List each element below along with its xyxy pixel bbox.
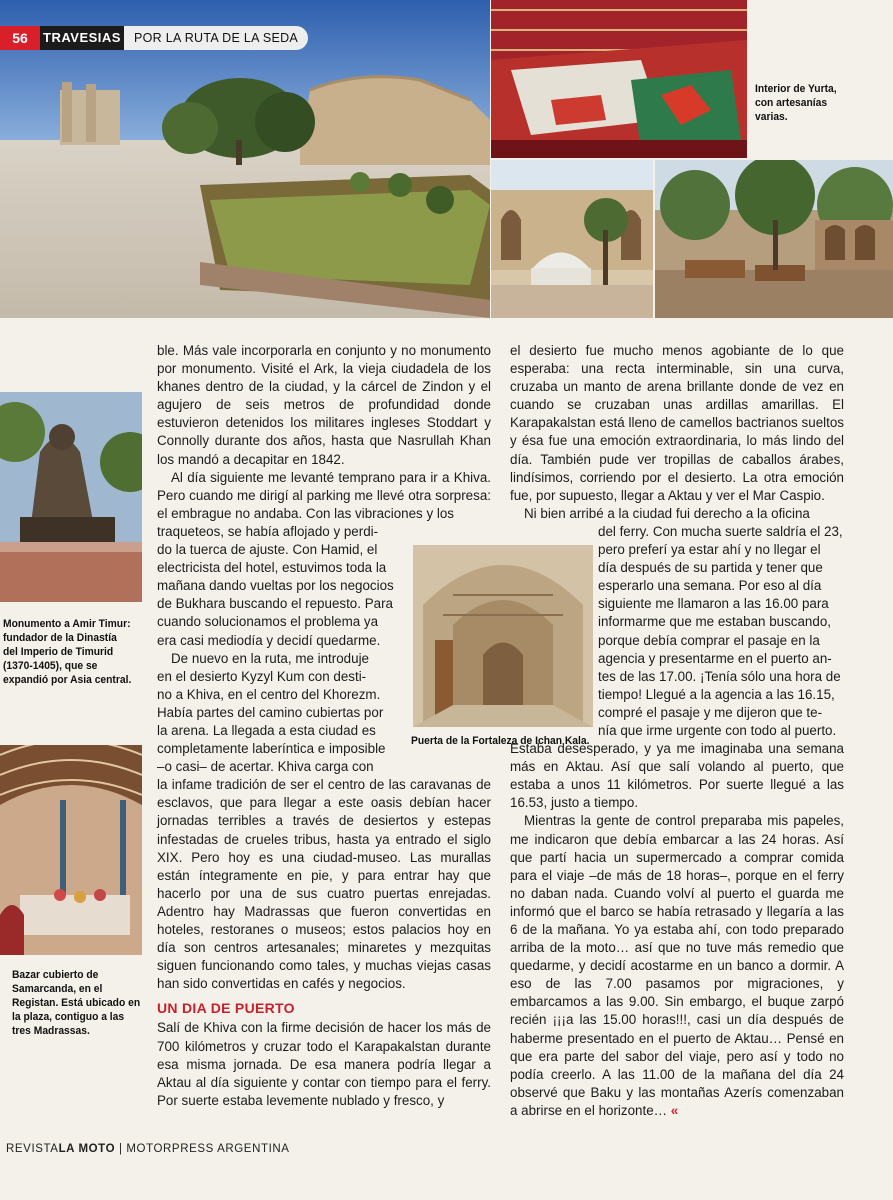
paragraph: Salí de Khiva con la firme decisión de hacer los más de 700 kilómetros y cruzar todo el Karapakalstan durante esa misma jornada. De esa manera podría llegar a Aktau al día siguiente y contar con tiempo para el ferry. Por suerte estaba levemente nublado y fresco, y <box>157 1020 491 1108</box>
paragraph: el desierto fue mucho menos agobiante de lo que esperaba: una recta interminable, sin una curva, cruzaba un manto de arena brillante donde de vez en cuando se cruzaban unas ardillas amarillas. El Karapakalstan está lleno de camellos bactrianos sueltos y ésa fue una emoción extraordinaria, lo más lindo del día. También pude ver tropillas de caballos árabes, lindísimos, corriendo por el desierto. La otra emoción fue, por supuesto, llegar a Aktau y ver el Mar Caspio. <box>510 343 844 503</box>
page-header <box>0 26 310 50</box>
teahouse-photo <box>655 160 893 318</box>
caption-bazar: Bazar cubierto de Samarcanda, en el Registan. Está ubicado en la plaza, contiguo a las tres Madrassas. <box>12 969 141 1037</box>
paragraph: Ni bien arribé a la ciudad fui derecho a la oficina <box>524 505 810 521</box>
footer-separator: | <box>118 1143 123 1155</box>
article-series-title: POR LA RUTA DE LA SEDA <box>124 26 308 50</box>
caption-ichan-kala: Puerta de la Fortaleza de Ichan Kala. <box>411 735 590 747</box>
paragraph-narrow-wrap: del ferry. Con mucha suerte saldría el 23, pero preferí ya estar ahí y no llegar el día después de su partida y tener que esperarlo una semana. Por eso al día siguiente me llamaron a las 16.00 para informarme que me estaban buscando, porque debía comprar el pasaje en la agencia y presentarme en el puerto an- tes de las 17.00. ¡Tenía sólo una hora de tiempo! Llegué a la agencia a las 16.15, compré el pasaje y me dijeron que te- nía que irme urgente con todo al puerto. <box>598 523 843 738</box>
paragraph-narrow-wrap: traqueteos, se había aflojado y perdi- do la tuerca de ajuste. Con Hamid, el electricista del hotel, estuvimos toda la mañana dando vueltas por los negocios de Bukhara buscando el repuesto. Para cuando solucionamos el problema ya era casi mediodía y decidí quedarme. De nuevo en la ruta, me introduje en el desierto Kyzyl Kum con desti- no a Khiva, en el centro del Khorezm. Había partes del camino cubiertas por la arena. La llegada a esta ciudad es completamente laberíntica e imposible –o casi– de acertar. Khiva carga con <box>157 523 394 775</box>
page-number: 56 <box>0 26 40 50</box>
paragraph: Al día siguiente me levanté temprano para ir a Khiva. Pero cuando me dirigí al parking me llevé otra sorpresa: el embrague no andaba. Con las vibraciones y los <box>157 469 491 521</box>
section-label: TRAVESIAS <box>40 26 124 50</box>
paragraph: Mientras la gente de control preparaba mis papeles, me indicaron que debía embarcar a las 24 horas. Así que partí hacia un supermercado a comprar comida para el viaje –de más de 18 horas–, porque en el ferry no daban nada. Cuando volví al puerto el guarda me informó que el barco se había retrasado y llegaría a las 6 de la mañana. Yo ya estaba ahí, con todo preparado arriba de la moto… así que no tuve más remedio que quedarme, y decidí acostarme en un banco a dormir. A eso de las 7.00 pasamos por migraciones, y embarcamos a las 9.00. Sin embargo, el buque zarpó recién ¡¡¡a las 15.00 horas!!!, casi un día después de haberme presentado en el puerto de Aktau… Pensé en que era parte del sabor del viaje, pero así y todo no podía creerlo. A las 11.00 de la mañana del día 24 observé que Baku y las montañas Azerís comenzaban a abrirse en el horizonte… « <box>510 813 844 1118</box>
article-column-1 <box>157 342 491 1110</box>
section-subheading: UN DIA DE PUERTO <box>157 1000 295 1017</box>
page-footer <box>6 1143 290 1155</box>
magazine-prefix: REVISTA <box>6 1143 59 1155</box>
caption-amir-timur: Monumento a Amir Timur: fundador de la Dinastía del Imperio de Timurid (1370-1405), que se expandió por Asia central. <box>3 618 132 686</box>
paragraph: ble. Más vale incorporarla en conjunto y no monumento por monumento. Visité el Ark, la vieja ciudadela de los khanes dentro de la ciudad, y la cárcel de Zindon y el agujero de seis metros de profundidad donde estuvieron detenidos los militares ingleses Stoddart y Connolly durante dos años, hasta que Nasrullah Khan los mandó a decapitar en 1842. <box>157 343 491 467</box>
amir-timur-monument-photo <box>0 392 142 602</box>
paragraph: la infame tradición de ser el centro de las caravanas de esclavos, que para llegar a este oasis debían hacer jornadas terribles a través de desiertos y estepas infestadas de crueles tribus, hasta ya entrado el siglo XIX. Pero hoy es una ciudad-museo. Las murallas están íntegramente en pie, y para entrar hay que hacerlo por una de sus cuatro puertas enrejadas. Adentro hay Madrassas que fueron convertidas en hoteles, restoranes o museos; estos palacios hoy en día son centros artesanales; minaretes y mezquitas siguen funcionando como tales, y muchas viejas casas han sido convertidas en cafés y negocios. <box>157 777 491 992</box>
end-of-article-mark: « <box>670 1102 679 1118</box>
article-column-2 <box>510 342 844 1120</box>
publisher-name: MOTORPRESS ARGENTINA <box>126 1143 290 1155</box>
paragraph: Estaba desesperado, y ya me imaginaba una semana más en Aktau. Así que salí volando al puerto, que estaba a unos 11 kilómetros. Por suerte llegué a las 16.53, justo a tiempo. <box>510 741 844 811</box>
caption-yurta: Interior de Yurta, con artesanías varias. <box>755 83 837 123</box>
yurt-interior-photo <box>491 0 747 158</box>
samarkand-bazaar-photo <box>0 745 142 955</box>
magazine-name: LA MOTO <box>58 1143 116 1155</box>
courtyard-yurt-photo <box>491 160 653 318</box>
